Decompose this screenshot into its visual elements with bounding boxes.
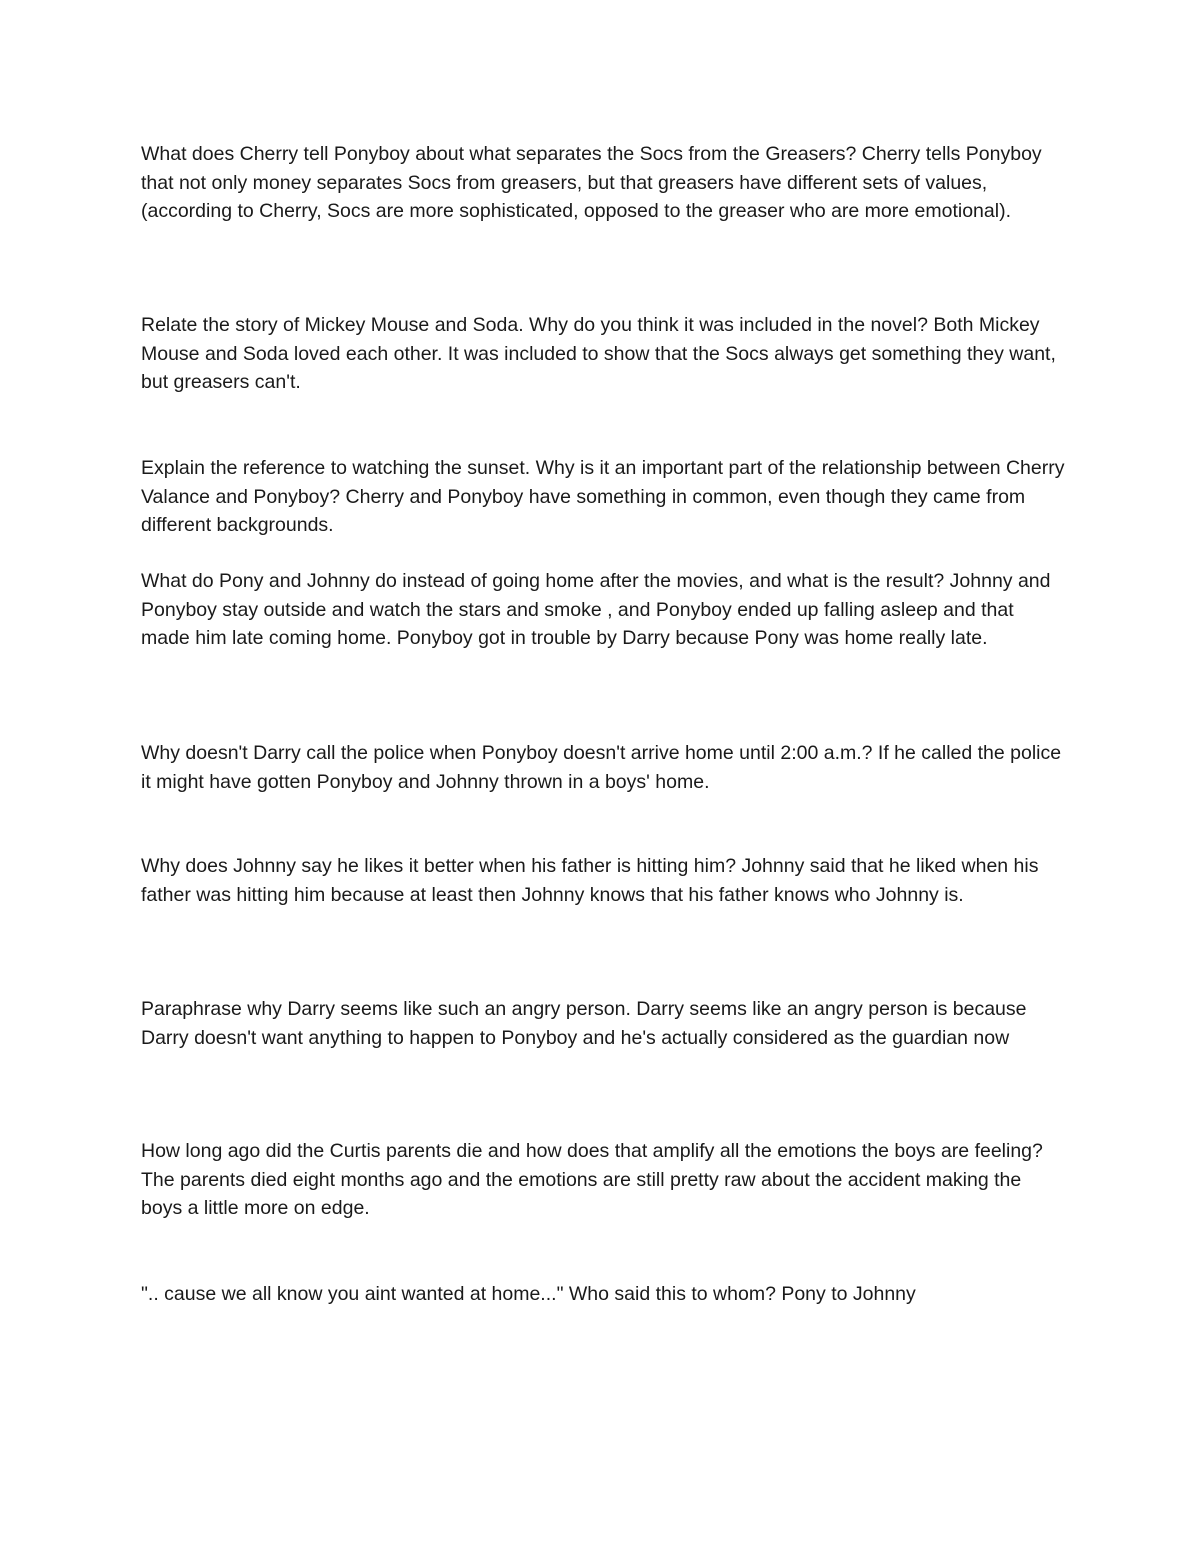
qa-paragraph-after-movies: What do Pony and Johnny do instead of going home after the movies, and what is the result? Johnny and Ponyboy stay outside and watch the stars and smoke , and Ponyboy ended up falling asleep and that made him late coming home. Ponyboy got in trouble by Darry because Pony was home really late. <box>141 570 1051 649</box>
qa-paragraph-cherry-socs-greasers: What does Cherry tell Ponyboy about what separates the Socs from the Greasers? Cherry tells Ponyboy that not only money separates Socs from greasers, but that greasers have different sets of values, (according to Cherry, Socs are more sophisticated, opposed to the greaser who are more emotional). <box>141 143 1042 222</box>
qa-paragraph-darry-police: Why doesn't Darry call the police when Ponyboy doesn't arrive home until 2:00 a.m.? If he called the police it might have gotten Ponyboy and Johnny thrown in a boys' home. <box>141 742 1062 793</box>
qa-paragraph-curtis-parents: How long ago did the Curtis parents die and how does that amplify all the emotions the boys are feeling? The parents died eight months ago and the emotions are still pretty raw about the accident making the boys a little more on edge. <box>141 1140 1043 1219</box>
qa-paragraph-sunset: Explain the reference to watching the sunset. Why is it an important part of the relationship between Cherry Valance and Ponyboy? Cherry and Ponyboy have something in common, even though they came from different backgrounds. <box>141 457 1065 536</box>
qa-paragraph-darry-angry: Paraphrase why Darry seems like such an angry person. Darry seems like an angry person is because Darry doesn't want anything to happen to Ponyboy and he's actually considered as the guardian now <box>141 998 1027 1049</box>
qa-paragraph-mickey-mouse-soda: Relate the story of Mickey Mouse and Soda. Why do you think it was included in the novel? Both Mickey Mouse and Soda loved each other. It was included to show that the Socs always get something they want, but greasers can't. <box>141 314 1056 393</box>
qa-paragraph-quote: ".. cause we all know you aint wanted at home..." Who said this to whom? Pony to Johnny <box>141 1283 916 1305</box>
qa-paragraph-johnny-father: Why does Johnny say he likes it better when his father is hitting him? Johnny said that he liked when his father was hitting him because at least then Johnny knows that his father knows who Johnny is. <box>141 855 1039 906</box>
